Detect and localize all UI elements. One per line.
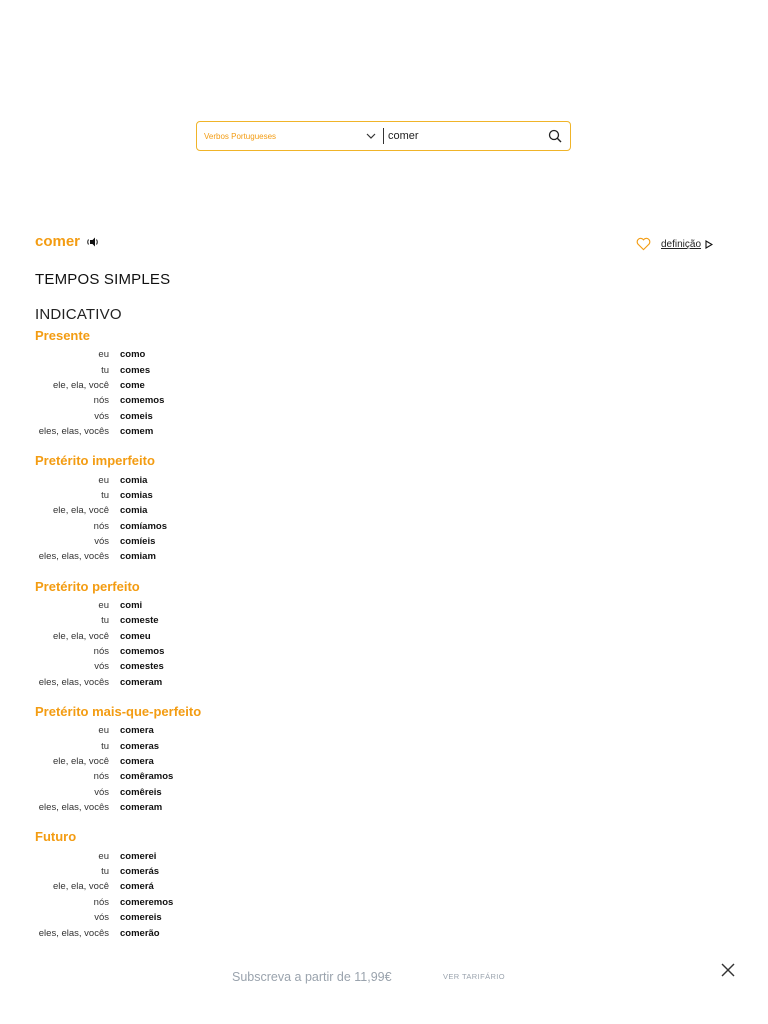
conjugation-row [35, 659, 435, 674]
mood-title: INDICATIVO [35, 306, 122, 323]
pronoun: tu [101, 615, 109, 627]
tense-block [35, 578, 435, 690]
pronoun: eles, elas, vocês [38, 426, 109, 438]
conjugation-row [35, 378, 435, 393]
verb-form: comêramos [120, 771, 174, 783]
verb-form: comestes [120, 661, 164, 673]
verb-form: comerei [120, 850, 157, 862]
verb-form: comiam [120, 551, 156, 563]
tense-name: Pretérito imperfeito [35, 453, 155, 469]
play-icon [705, 240, 713, 249]
conjugation-row [35, 848, 435, 863]
verb-form: comem [120, 426, 154, 438]
tenses-list [35, 327, 435, 954]
verb-form: comeste [120, 615, 159, 627]
tense-name: Futuro [35, 829, 77, 845]
heart-icon[interactable] [636, 237, 651, 251]
pronoun: eu [98, 850, 109, 862]
verb-form: come [120, 379, 145, 391]
pronoun: nós [93, 896, 109, 908]
search-bar [196, 121, 571, 151]
pronoun: ele, ela, você [53, 756, 109, 767]
verb-form: como [120, 349, 146, 361]
conjugation-row [35, 472, 435, 487]
pronoun: eles, elas, vocês [38, 802, 109, 814]
pronoun: ele, ela, você [53, 505, 109, 517]
definition-link-label: definição [661, 238, 702, 250]
verb-form: comerás [120, 865, 160, 877]
verb-form: comeram [120, 802, 163, 814]
verb-heading [35, 233, 100, 250]
verb-form: comera [120, 725, 154, 737]
verb-form: comemos [120, 395, 165, 407]
pronoun: ele, ela, você [53, 630, 109, 642]
conjugation-row [35, 424, 435, 439]
conjugation-row [35, 723, 435, 738]
conjugation-row [35, 800, 435, 815]
conjugation-row [35, 362, 435, 377]
conjugation-row [35, 879, 435, 894]
verb-form: comia [120, 474, 148, 486]
conjugation-row [35, 519, 435, 534]
search-divider [383, 128, 384, 144]
tense-block [35, 828, 435, 940]
conjugation-row [35, 895, 435, 910]
tense-name: Pretérito perfeito [35, 578, 140, 594]
verb-form: comera [120, 756, 154, 767]
conjugation-row [35, 628, 435, 643]
conjugation-row [35, 347, 435, 362]
verb-form: comeis [120, 410, 153, 422]
section-title: TEMPOS SIMPLES [35, 271, 171, 288]
verb-form: comeram [120, 676, 163, 688]
conjugation-row [35, 549, 435, 564]
conjugation-row [35, 488, 435, 503]
tense-name: Pretérito mais-que-perfeito [35, 704, 202, 720]
pronoun: ele, ela, você [53, 881, 109, 893]
pronoun: eu [98, 599, 109, 611]
conjugation-row [35, 598, 435, 613]
verb-form: comeras [120, 740, 160, 752]
search-button[interactable] [540, 122, 570, 150]
pronoun: vós [94, 661, 109, 673]
verb-form: comias [120, 489, 153, 501]
subscription-banner [0, 960, 768, 996]
pronoun: vós [94, 410, 109, 422]
pronoun: vós [94, 536, 109, 548]
verb-form: comia [120, 505, 148, 517]
pronoun: eu [98, 474, 109, 486]
conjugation-row [35, 910, 435, 925]
pronoun: nós [93, 520, 109, 532]
search-icon [548, 129, 562, 143]
pricing-link[interactable]: VER TARIFÁRIO [443, 972, 506, 981]
verb-form: comereis [120, 912, 162, 924]
tense-block [35, 703, 435, 815]
conjugation-row [35, 754, 435, 769]
conjugation-row [35, 534, 435, 549]
conjugation-row [35, 675, 435, 690]
pronoun: eu [98, 349, 109, 361]
pronoun: tu [101, 489, 109, 501]
definition-link[interactable] [661, 239, 713, 250]
pronoun: tu [101, 364, 109, 376]
pronoun: tu [101, 865, 109, 877]
verb-form: comemos [120, 646, 165, 658]
conjugation-row [35, 613, 435, 628]
verb-form: comerão [120, 927, 160, 939]
verb-form: comêreis [120, 786, 162, 798]
pronoun: nós [93, 395, 109, 407]
tense-block [35, 452, 435, 564]
search-input[interactable] [388, 122, 540, 150]
chevron-down-icon [365, 130, 377, 142]
pronoun: vós [94, 786, 109, 798]
verb-form: comíeis [120, 536, 156, 548]
conjugation-row [35, 644, 435, 659]
verb-form: comi [120, 599, 143, 611]
tense-name: Presente [35, 328, 90, 343]
verb-word: comer [35, 233, 81, 250]
conjugation-row [35, 925, 435, 940]
definition-area [636, 237, 713, 251]
dictionary-select-label: Verbos Portugueses [204, 131, 277, 141]
verb-form: comeu [120, 630, 151, 642]
verb-form: comíamos [120, 520, 167, 532]
conjugation-row [35, 738, 435, 753]
pronoun: ele, ela, você [53, 379, 109, 391]
verb-form: comerá [120, 881, 154, 893]
conjugation-row [35, 769, 435, 784]
verb-form: comes [120, 364, 151, 376]
pronoun: eles, elas, vocês [38, 927, 109, 939]
pronoun: eles, elas, vocês [38, 551, 109, 563]
pronoun: vós [94, 912, 109, 924]
pronoun: eles, elas, vocês [38, 676, 109, 688]
conjugation-row [35, 864, 435, 879]
tense-block [35, 327, 435, 439]
verb-form: comeremos [120, 896, 174, 908]
conjugation-row [35, 503, 435, 518]
conjugation-row [35, 785, 435, 800]
pronoun: nós [93, 646, 109, 658]
subscribe-text: Subscreva a partir de 11,99€ [232, 970, 392, 984]
pronoun: eu [98, 725, 109, 737]
conjugation-row [35, 393, 435, 408]
pronoun: tu [101, 740, 109, 752]
pronoun: nós [93, 771, 109, 783]
close-icon[interactable] [720, 962, 736, 978]
dictionary-select[interactable] [197, 122, 383, 150]
speaker-icon[interactable] [86, 236, 100, 248]
conjugation-row [35, 409, 435, 424]
